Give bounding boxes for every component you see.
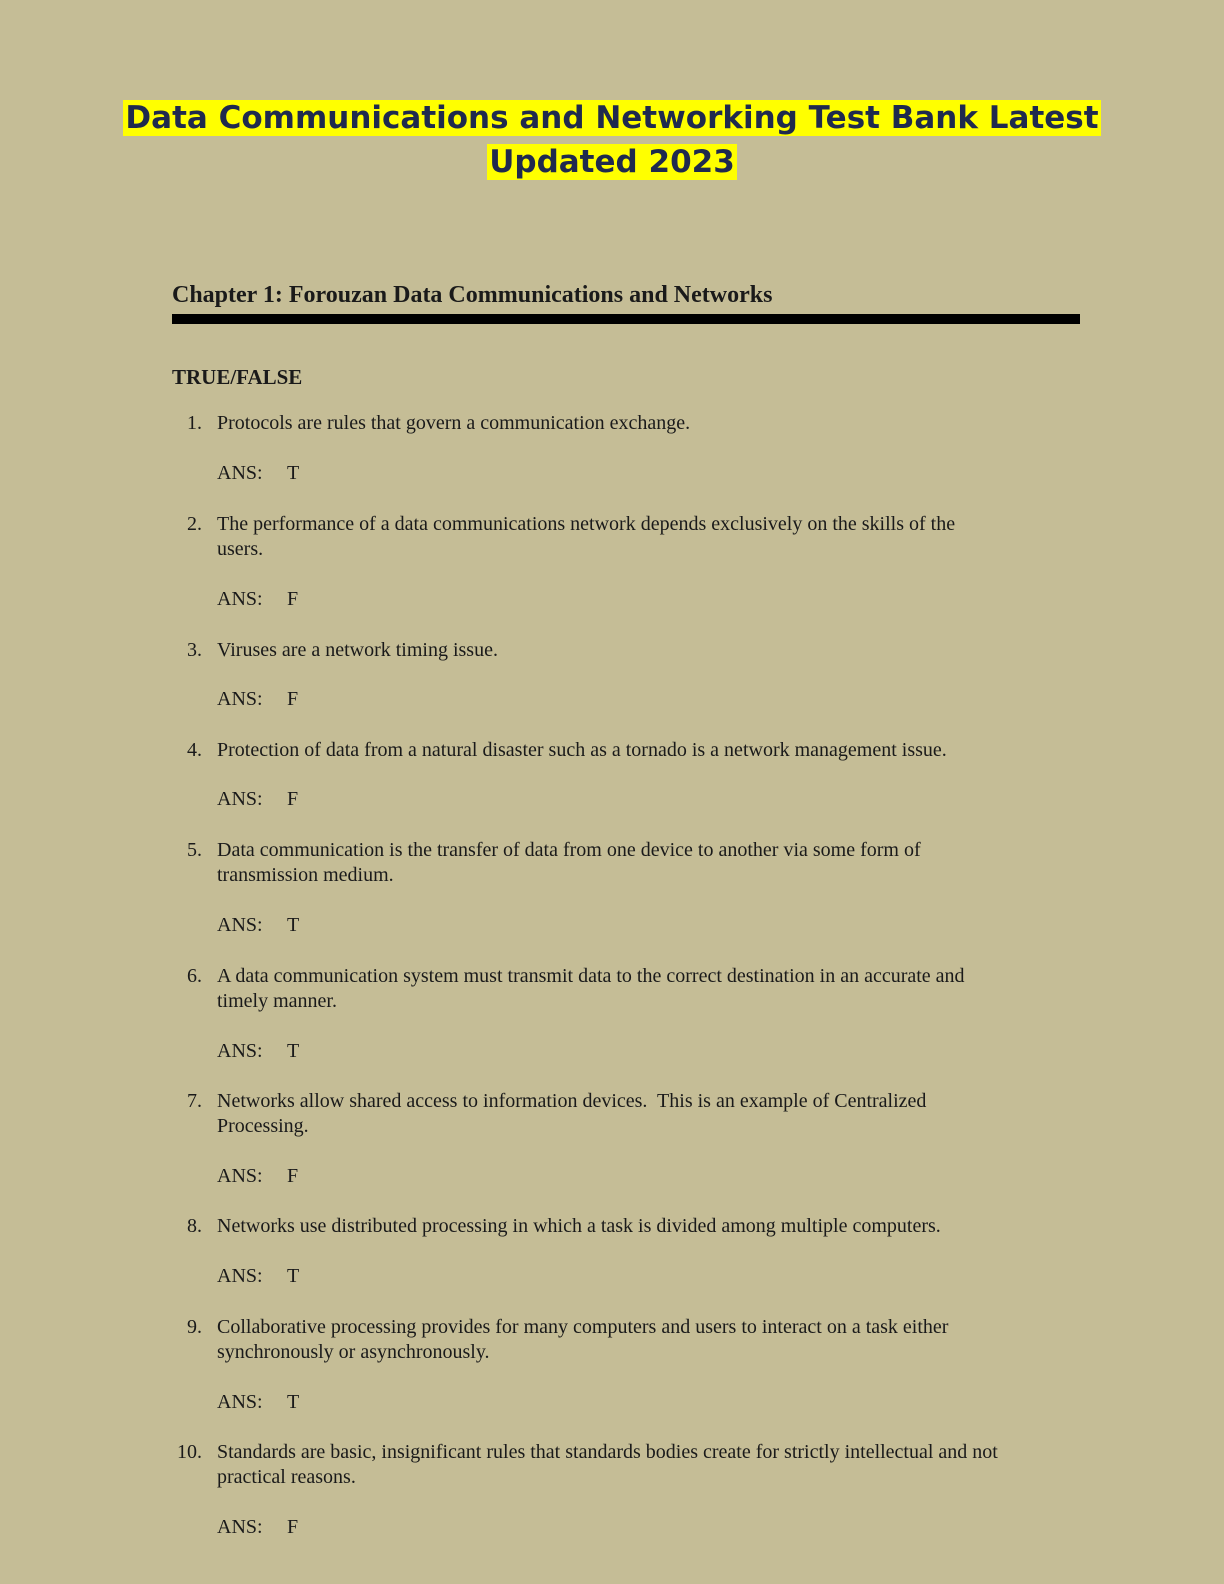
question-item — [172, 1315, 1072, 1365]
question-number: 4. — [187, 739, 202, 761]
question-text-continued: users. — [217, 538, 264, 560]
question-item — [172, 512, 1072, 562]
question-number: 2. — [187, 513, 202, 535]
answer-value: F — [287, 1165, 299, 1187]
answer-line — [217, 1164, 298, 1189]
question-text: Standards are basic, insignificant rules that standards bodies create for strictly intellectual and not — [217, 1441, 998, 1463]
answer-value: T — [287, 1391, 300, 1413]
answer-line — [217, 787, 298, 812]
question-number: 8. — [187, 1215, 202, 1237]
answer-value: F — [287, 788, 299, 810]
question-number: 6. — [187, 965, 202, 987]
question-number: 5. — [187, 839, 202, 861]
question-number: 7. — [187, 1090, 202, 1112]
answer-label: ANS: — [217, 588, 263, 610]
answer-line — [217, 913, 299, 938]
chapter-heading: Chapter 1: Forouzan Data Communications and Networks — [172, 280, 1080, 324]
answer-value: T — [287, 1040, 300, 1062]
question-number: 1. — [187, 412, 202, 434]
answer-line — [217, 1390, 299, 1415]
answer-label: ANS: — [217, 1516, 263, 1538]
question-item — [172, 738, 1072, 763]
answer-line — [217, 461, 299, 486]
question-text: Networks allow shared access to information devices. This is an example of Centralized — [217, 1090, 927, 1112]
question-text: A data communication system must transmit data to the correct destination in an accurate and — [217, 965, 965, 987]
question-item — [172, 411, 1072, 436]
answer-label: ANS: — [217, 1265, 263, 1287]
answer-value: F — [287, 1516, 299, 1538]
title-line-1: Data Communications and Networking Test Bank Latest — [125, 100, 1099, 136]
question-text: Networks use distributed processing in which a task is divided among multiple computers. — [217, 1215, 941, 1237]
answer-label: ANS: — [217, 462, 263, 484]
document-title — [0, 96, 1224, 184]
question-text: Data communication is the transfer of data from one device to another via some form of — [217, 839, 921, 861]
answer-value: F — [287, 688, 299, 710]
answer-label: ANS: — [217, 1040, 263, 1062]
question-text: Viruses are a network timing issue. — [217, 639, 498, 661]
answer-value: T — [287, 462, 300, 484]
question-item — [172, 964, 1072, 1014]
question-item — [172, 1089, 1072, 1139]
answer-label: ANS: — [217, 688, 263, 710]
answer-label: ANS: — [217, 914, 263, 936]
question-text: Protocols are rules that govern a communication exchange. — [217, 412, 691, 434]
question-item — [172, 638, 1072, 663]
title-line-2: Updated 2023 — [489, 144, 735, 180]
question-number: 3. — [187, 639, 202, 661]
answer-value: T — [287, 914, 300, 936]
question-item — [172, 838, 1072, 888]
question-text-continued: timely manner. — [217, 990, 337, 1012]
answer-line — [217, 1039, 299, 1064]
answer-label: ANS: — [217, 1165, 263, 1187]
question-text: The performance of a data communications network depends exclusively on the skills of the — [217, 513, 956, 535]
answer-label: ANS: — [217, 788, 263, 810]
question-text-continued: practical reasons. — [217, 1466, 356, 1488]
section-heading: TRUE/FALSE — [172, 365, 303, 389]
answer-label: ANS: — [217, 1391, 263, 1413]
question-item — [172, 1440, 1072, 1490]
answer-value: T — [287, 1265, 300, 1287]
question-text-continued: transmission medium. — [217, 864, 394, 886]
question-number: 10. — [177, 1441, 202, 1463]
answer-line — [217, 587, 298, 612]
question-text: Collaborative processing provides for many computers and users to interact on a task either — [217, 1316, 949, 1338]
answer-line — [217, 1515, 298, 1540]
question-text-continued: Processing. — [217, 1115, 309, 1137]
question-item — [172, 1214, 1072, 1239]
answer-line — [217, 1264, 299, 1289]
answer-value: F — [287, 588, 299, 610]
question-text-continued: synchronously or asynchronously. — [217, 1341, 490, 1363]
question-text: Protection of data from a natural disaster such as a tornado is a network management issue. — [217, 739, 947, 761]
answer-line — [217, 687, 298, 712]
question-number: 9. — [187, 1316, 202, 1338]
